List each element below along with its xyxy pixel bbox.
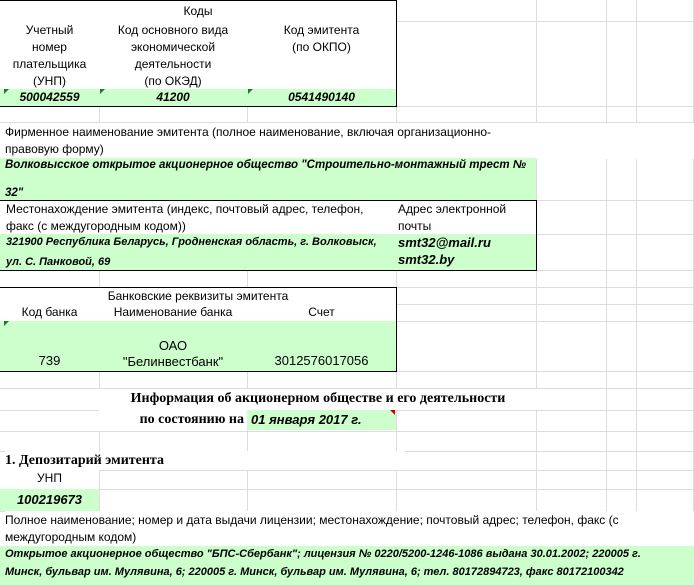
location-label-cell[interactable]	[0, 200, 397, 235]
company-name-label: Фирменное наименование эмитента (полное наименование, включая организационно-	[5, 125, 492, 139]
depository-value-cell[interactable]	[0, 546, 694, 585]
company-name-value-cell[interactable]	[0, 158, 536, 201]
bank-name-header-cell[interactable]	[99, 304, 248, 322]
bank-code-value-cell[interactable]	[0, 321, 100, 372]
email-label: Адрес электронной	[398, 202, 507, 216]
okved-header-cell[interactable]	[99, 21, 248, 90]
company-name-value: 32"	[5, 187, 24, 199]
unp-header-line: Учетный	[25, 23, 74, 37]
email-value-cell[interactable]	[396, 234, 537, 271]
company-name-label: правовую форму)	[5, 142, 104, 156]
unp-header-cell[interactable]	[0, 21, 100, 90]
comment-marker-icon	[100, 89, 105, 94]
unp-header-line: (УНП)	[33, 74, 66, 88]
depository-section-title-cell[interactable]	[5, 451, 405, 470]
email-value[interactable]: smt32@mail.ru	[398, 235, 491, 250]
unp-value: 500042559	[19, 90, 80, 104]
comment-marker-icon	[4, 89, 9, 94]
location-value: ул. С. Панковой, 69	[6, 256, 111, 268]
bank-account-header-cell[interactable]	[247, 304, 397, 322]
bank-title: Банковские реквизиты эмитента	[107, 289, 289, 303]
bank-account-value: 3012576017056	[274, 353, 369, 368]
bank-code-value: 739	[38, 353, 61, 368]
depository-unp-label: УНП	[37, 471, 62, 485]
okpo-value: 0541490140	[288, 90, 355, 104]
bank-code-header-cell[interactable]	[0, 304, 100, 322]
depository-value: Минск, бульвар им. Мулявина, 6; 220005 г. Минск, бульвар им. Мулявина, 6; тел. 80172894723, факс 80172100342	[5, 566, 624, 578]
bank-account-value-cell[interactable]	[247, 321, 397, 372]
bank-code-header: Код банка	[21, 305, 78, 319]
asof-label: по состоянию на	[139, 412, 244, 427]
okved-header-line: Код основного вида	[117, 23, 229, 37]
okved-header-line: (по ОКЭД)	[144, 74, 202, 88]
codes-title-cell[interactable]	[0, 0, 397, 22]
bank-account-header: Счет	[308, 305, 335, 319]
company-name-value: Волковысское открытое акционерное общество "Строительно-монтажный трест №	[5, 159, 527, 171]
bank-name-header: Наименование банка	[113, 305, 233, 319]
comment-marker-icon	[248, 89, 253, 94]
codes-title: Коды	[183, 4, 213, 18]
site-value[interactable]: smt32.by	[398, 252, 455, 267]
location-label: факс (с междугородным кодом))	[6, 219, 186, 233]
info-heading-cell[interactable]	[99, 389, 537, 410]
location-value: 321900 Республика Беларусь, Гродненская область, г. Волковыск,	[6, 236, 377, 248]
depository-unp-value: 100219673	[16, 492, 83, 507]
depository-desc: Полное наименование; номер и дата выдачи лицензии; местонахождение; почтовый адрес; телефон, факс (с	[5, 513, 619, 527]
okved-header-line: деятельности	[134, 57, 212, 71]
depository-section-title: 1. Депозитарий эмитента	[5, 453, 164, 468]
asof-value: 01 января 2017 г.	[251, 412, 362, 427]
okved-header-line: экономической	[130, 40, 216, 54]
email-label-cell[interactable]	[396, 200, 537, 235]
bank-name-value-cell[interactable]	[99, 321, 248, 372]
location-label: Местонахождение эмитента (индекс, почтовый адрес, телефон,	[6, 202, 364, 216]
comment-marker-icon	[4, 321, 9, 326]
okved-value: 41200	[156, 90, 190, 104]
okpo-header-line: (по ОКПО)	[292, 40, 351, 54]
location-value-cell[interactable]	[0, 234, 397, 271]
bank-title-cell[interactable]	[0, 287, 397, 305]
okpo-header-line: Код эмитента	[283, 23, 360, 37]
bank-name-value: ОАО	[158, 338, 188, 353]
depository-unp-label-cell[interactable]	[0, 470, 99, 489]
okpo-value-cell[interactable]	[247, 89, 397, 107]
email-label: почты	[398, 219, 432, 233]
comment-marker-icon	[390, 410, 395, 415]
info-heading: Информация об акционерном обществе и его деятельности	[130, 391, 506, 406]
bank-name-value: "Белинвестбанк"	[122, 354, 224, 369]
asof-label-cell[interactable]	[99, 410, 247, 431]
depository-desc: междугородным кодом)	[5, 530, 137, 544]
asof-value-cell[interactable]	[247, 410, 396, 430]
unp-header-line: номер	[32, 40, 67, 54]
depository-unp-value-cell[interactable]	[0, 489, 99, 511]
depository-desc-cell[interactable]	[5, 511, 694, 546]
okved-value-cell[interactable]	[99, 89, 248, 107]
okpo-header-cell[interactable]	[247, 21, 397, 90]
unp-value-cell[interactable]	[0, 89, 100, 107]
depository-value: Открытое акционерное общество "БПС-Сбербанк"; лицензия № 0220/5200-1246-1086 выдана 30.01.2002; 220005 г.	[5, 548, 641, 560]
company-name-label-cell[interactable]	[5, 123, 694, 159]
unp-header-line: плательщика	[12, 57, 87, 71]
